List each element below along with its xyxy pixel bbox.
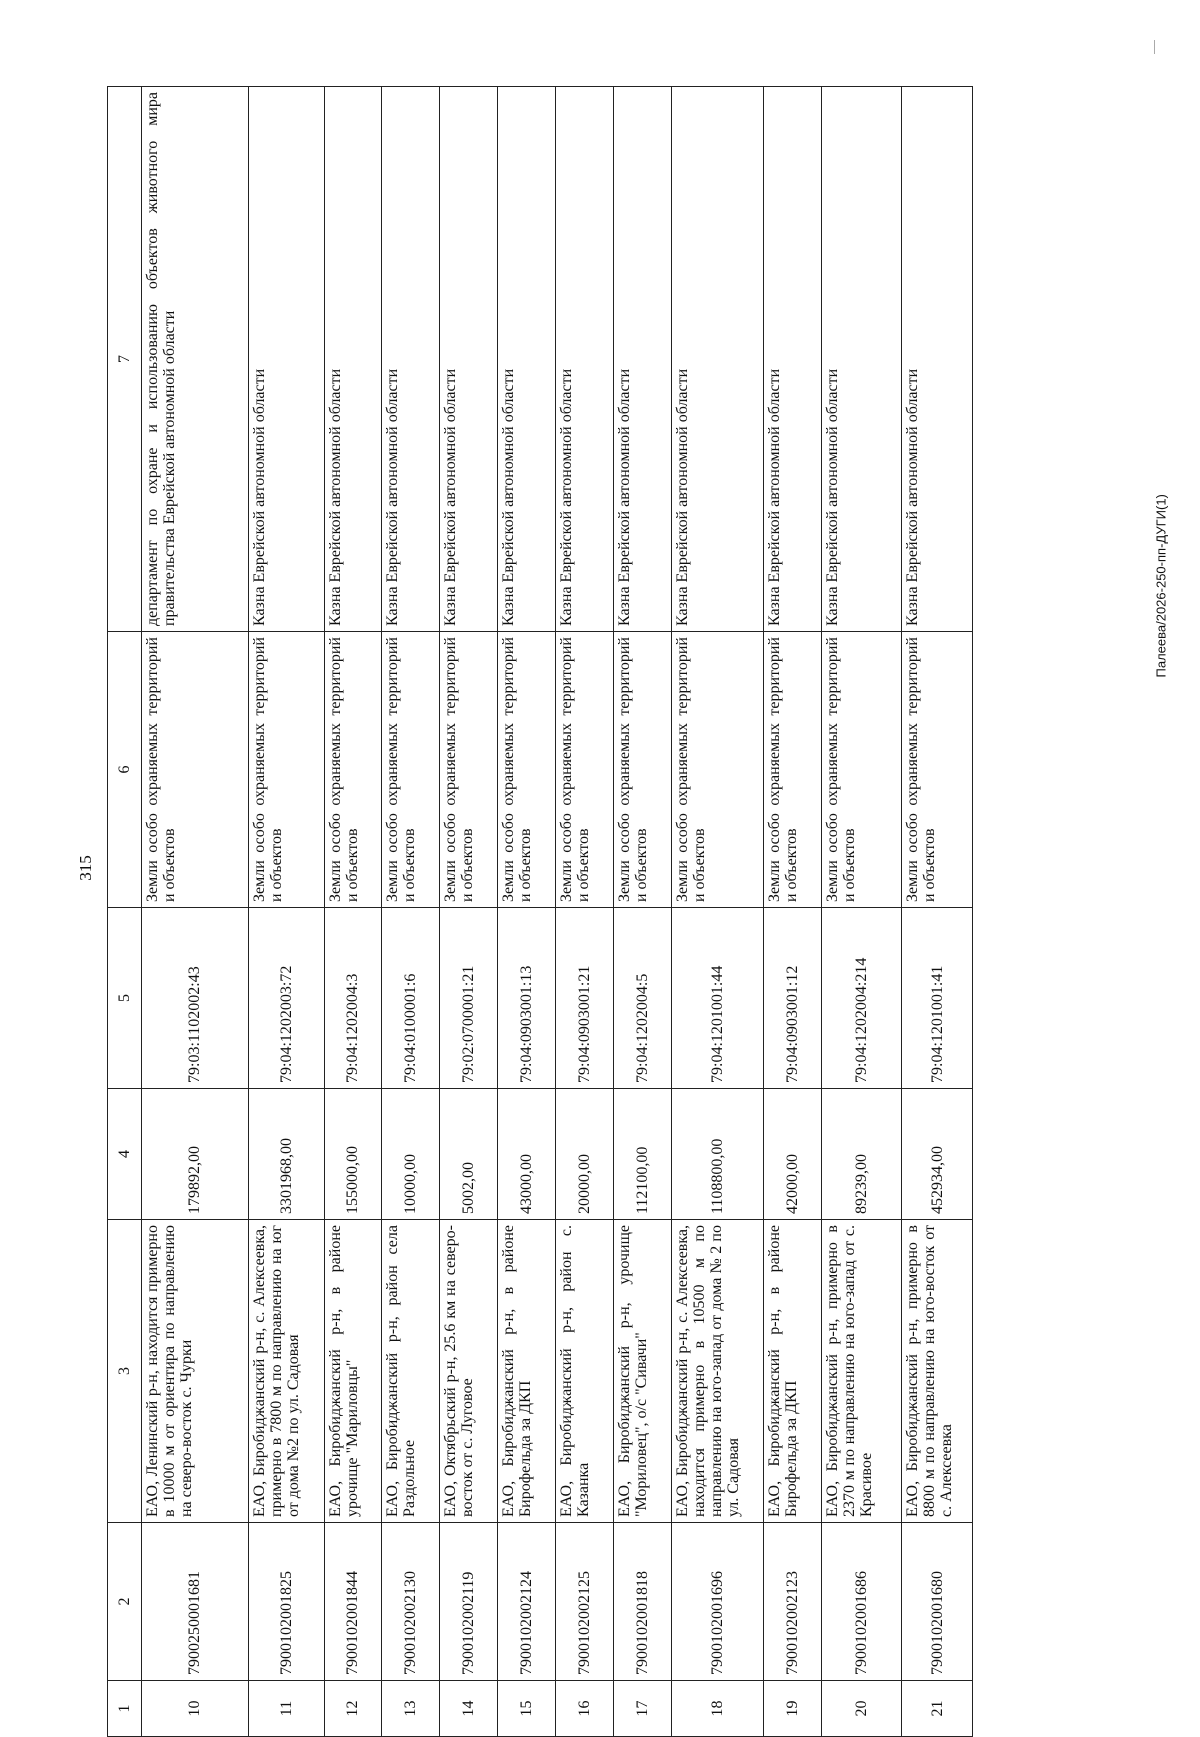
cadastral-number: 79:04:0903001:13 — [498, 908, 556, 1089]
row-number: 18 — [671, 1681, 763, 1737]
registry-code: 7900102002123 — [763, 1523, 821, 1681]
footer-text: Палеева/2026-250-пп-ДУГИ(1) — [1153, 494, 1169, 678]
owner: Казна Еврейской автономной области — [382, 87, 440, 632]
address: ЕАО, Биробиджанский р-н, примерно в 2370 м по направлению на юго-запад от с. Красивое — [821, 1220, 902, 1523]
cadastral-number: 79:04:1202004:5 — [614, 908, 672, 1089]
area-value: 42000,00 — [763, 1089, 821, 1220]
owner: Казна Еврейской автономной области — [614, 87, 672, 632]
area-value: 5002,00 — [440, 1089, 498, 1220]
table-row — [324, 87, 382, 1737]
registry-code: 7900102001686 — [821, 1523, 902, 1681]
table-row — [614, 87, 672, 1737]
area-value: 155000,00 — [324, 1089, 382, 1220]
row-number: 11 — [249, 1681, 325, 1737]
cadastral-number: 79:04:0100001:6 — [382, 908, 440, 1089]
cadastral-number: 79:04:1202004:214 — [821, 908, 902, 1089]
owner: Казна Еврейской автономной области — [671, 87, 763, 632]
registry-code: 7900250001681 — [141, 1523, 248, 1681]
table-row — [671, 87, 763, 1737]
address: ЕАО, Биробиджанский р-н, в районе Бирофельда за ДКП — [498, 1220, 556, 1523]
registry-code: 7900102002124 — [498, 1523, 556, 1681]
land-category: Земли особо охраняемых территорий и объектов — [556, 632, 614, 908]
land-category: Земли особо охраняемых территорий и объектов — [382, 632, 440, 908]
address: ЕАО, Биробиджанский р-н, район с. Казанка — [556, 1220, 614, 1523]
area-value: 1108800,00 — [671, 1089, 763, 1220]
area-value: 89239,00 — [821, 1089, 902, 1220]
address: ЕАО, Биробиджанский р-н, в районе урочище "Мариловцы" — [324, 1220, 382, 1523]
footer — [1111, 240, 1169, 678]
row-number: 20 — [821, 1681, 902, 1737]
owner: Казна Еврейской автономной области — [249, 87, 325, 632]
owner: Казна Еврейской автономной области — [821, 87, 902, 632]
cadastral-number: 79:04:0903001:12 — [763, 908, 821, 1089]
table-row — [821, 87, 902, 1737]
land-category: Земли особо охраняемых территорий и объектов — [324, 632, 382, 908]
cadastral-number: 79:04:1202004:3 — [324, 908, 382, 1089]
table-row — [249, 87, 325, 1737]
owner: Казна Еврейской автономной области — [763, 87, 821, 632]
row-number: 17 — [614, 1681, 672, 1737]
cadastral-number: 79:04:0903001:21 — [556, 908, 614, 1089]
table-row — [141, 87, 248, 1737]
rotated-table-wrapper — [107, 87, 973, 1737]
address: ЕАО, Биробиджанский р-н, примерно в 8800 м по направлению на юго-восток от с. Алексеевка — [902, 1220, 973, 1523]
area-value: 112100,00 — [614, 1089, 672, 1220]
land-category: Земли особо охраняемых территорий и объектов — [614, 632, 672, 908]
owner: Казна Еврейской автономной области — [556, 87, 614, 632]
edge-mark — [1154, 40, 1155, 54]
column-number: 5 — [108, 908, 142, 1089]
column-number: 2 — [108, 1523, 142, 1681]
page-number: 315 — [76, 855, 95, 881]
row-number: 10 — [141, 1681, 248, 1737]
address: ЕАО, Биробиджанский р-н, с. Алексеевка, находится примерно в 10500 м по направлению на юго-запад от дома № 2 по ул. Садовая — [671, 1220, 763, 1523]
registry-code: 7900102002125 — [556, 1523, 614, 1681]
registry-code: 7900102001825 — [249, 1523, 325, 1681]
table-row — [556, 87, 614, 1737]
area-value: 3301968,00 — [249, 1089, 325, 1220]
land-category: Земли особо охраняемых территорий и объектов — [902, 632, 973, 908]
owner: Казна Еврейской автономной области — [440, 87, 498, 632]
land-category: Земли особо охраняемых территорий и объектов — [763, 632, 821, 908]
cadastral-number: 79:04:1201001:44 — [671, 908, 763, 1089]
cadastral-number: 79:04:1202003:72 — [249, 908, 325, 1089]
land-category: Земли особо охраняемых территорий и объектов — [498, 632, 556, 908]
row-number: 16 — [556, 1681, 614, 1737]
row-number: 19 — [763, 1681, 821, 1737]
land-registry-table — [107, 86, 973, 1737]
table-row — [902, 87, 973, 1737]
table-row — [498, 87, 556, 1737]
area-value: 452934,00 — [902, 1089, 973, 1220]
owner: Казна Еврейской автономной области — [324, 87, 382, 632]
owner: Казна Еврейской автономной области — [902, 87, 973, 632]
land-category: Земли особо охраняемых территорий и объектов — [141, 632, 248, 908]
column-number: 6 — [108, 632, 142, 908]
owner: Казна Еврейской автономной области — [498, 87, 556, 632]
table-row — [763, 87, 821, 1737]
land-category: Земли особо охраняемых территорий и объектов — [821, 632, 902, 908]
row-number: 12 — [324, 1681, 382, 1737]
cadastral-number: 79:03:1102002:43 — [141, 908, 248, 1089]
area-value: 20000,00 — [556, 1089, 614, 1220]
column-number: 7 — [108, 87, 142, 632]
land-category: Земли особо охраняемых территорий и объектов — [671, 632, 763, 908]
registry-code: 7900102002130 — [382, 1523, 440, 1681]
row-number: 14 — [440, 1681, 498, 1737]
registry-code: 7900102002119 — [440, 1523, 498, 1681]
address: ЕАО, Октябрьский р-н, 25.6 км на северо-восток от с. Луговое — [440, 1220, 498, 1523]
registry-code: 7900102001696 — [671, 1523, 763, 1681]
area-value: 10000,00 — [382, 1089, 440, 1220]
address: ЕАО, Биробиджанский р-н, урочище "Мориловец", о/с "Сивачи" — [614, 1220, 672, 1523]
address: ЕАО, Биробиджанский р-н, с. Алексеевка, примерно в 7800 м по направлению на юг от дома №2 по ул. Садовая — [249, 1220, 325, 1523]
row-number: 15 — [498, 1681, 556, 1737]
registry-code: 7900102001844 — [324, 1523, 382, 1681]
land-category: Земли особо охраняемых территорий и объектов — [249, 632, 325, 908]
area-value: 43000,00 — [498, 1089, 556, 1220]
column-number: 4 — [108, 1089, 142, 1220]
row-number: 13 — [382, 1681, 440, 1737]
address: ЕАО, Биробиджанский р-н, в районе Бирофельда за ДКП — [763, 1220, 821, 1523]
cadastral-number: 79:02:0700001:21 — [440, 908, 498, 1089]
land-category: Земли особо охраняемых территорий и объектов — [440, 632, 498, 908]
registry-code: 7900102001818 — [614, 1523, 672, 1681]
column-number: 1 — [108, 1681, 142, 1737]
cadastral-number: 79:04:1201001:41 — [902, 908, 973, 1089]
table-row — [382, 87, 440, 1737]
area-value: 179892,00 — [141, 1089, 248, 1220]
row-number: 21 — [902, 1681, 973, 1737]
column-number: 3 — [108, 1220, 142, 1523]
address: ЕАО, Биробиджанский р-н, район села Раздольное — [382, 1220, 440, 1523]
table-row — [440, 87, 498, 1737]
registry-code: 7900102001680 — [902, 1523, 973, 1681]
address: ЕАО, Ленинский р-н, находится примерно в 10000 м от ориентира по направлению на северо-восток с. Чурки — [141, 1220, 248, 1523]
owner: департамент по охране и использованию объектов животного мира правительства Еврейской автономной области — [141, 87, 248, 632]
column-number-row — [108, 87, 142, 1737]
